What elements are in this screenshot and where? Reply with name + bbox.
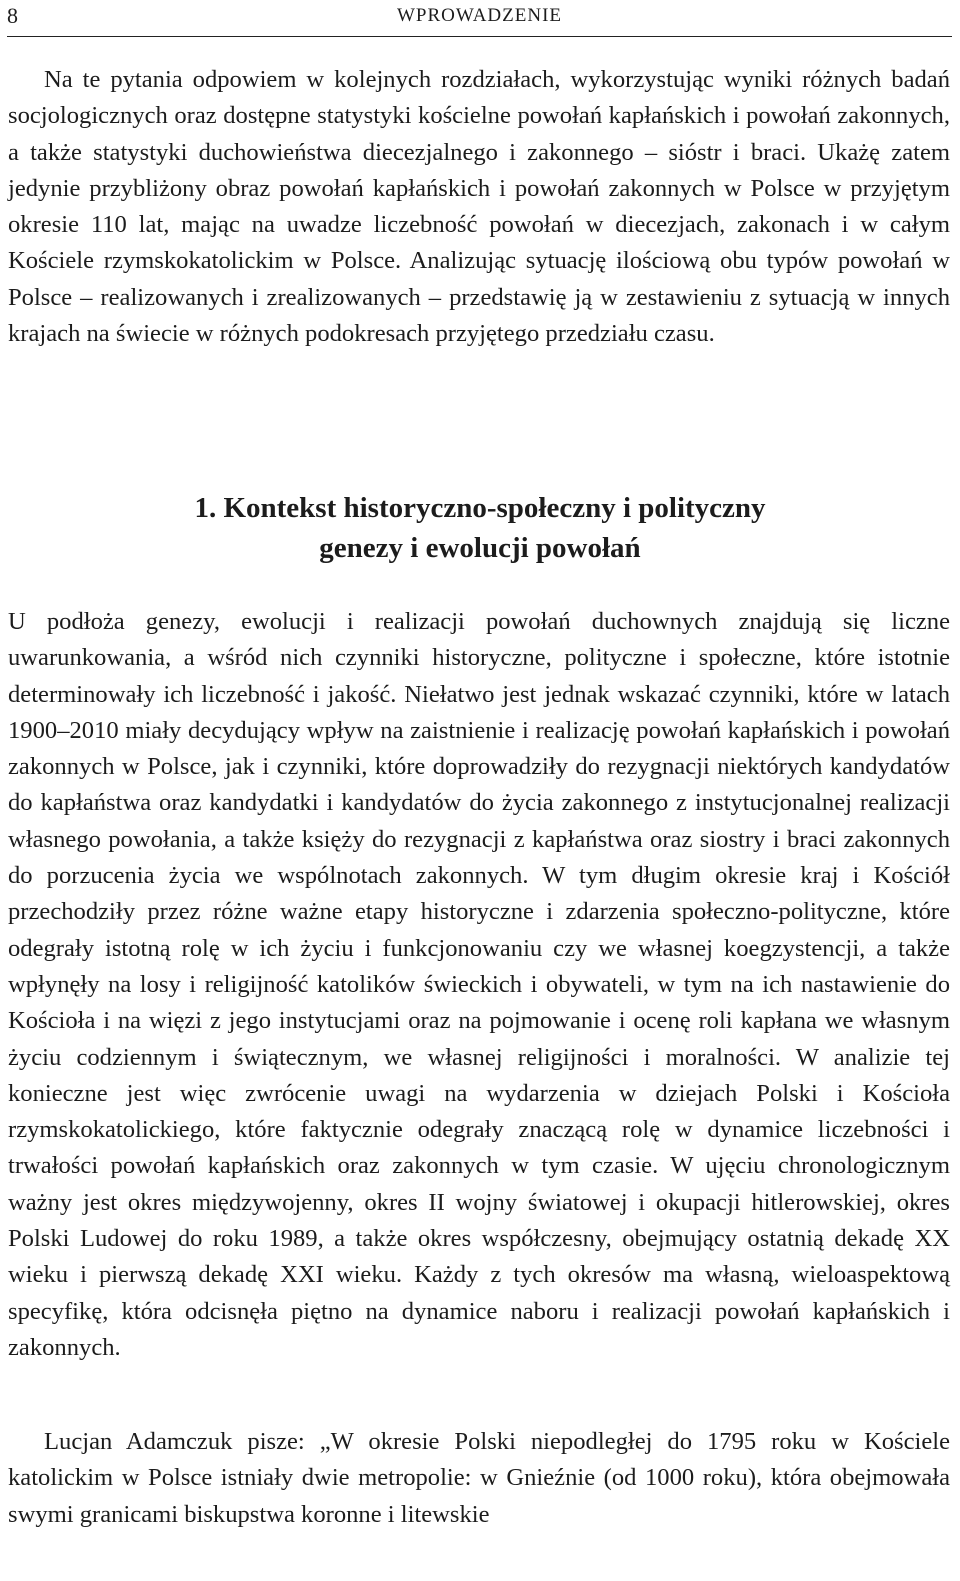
quote-paragraph-block bbox=[8, 1424, 950, 1533]
intro-paragraph-block bbox=[8, 62, 950, 352]
intro-paragraph: Na te pytania odpowiem w kolejnych rozdziałach, wykorzystując wyniki różnych badań socjologicznych oraz dostępne statystyki kościelne powołań kapłańskich i powołań zakonnych, a także statystyki duchowieństwa diecezjalnego i zakonnego – sióstr i braci. Ukażę zatem jedynie przybliżony obraz powołań kapłańskich i powołań zakonnych w Polsce w przyjętym okresie 110 lat, mając na uwadze liczebność powołań w diecezjach, zakonach i w całym Kościele rzymskokatolickim w Polsce. Analizując sytuację ilościową obu typów powołań w Polsce – realizowanych i zrealizowanych – przedstawię ją w zestawieniu z sytuacją w innych krajach na świecie w różnych podokresach przyjętego przedziału czasu. bbox=[8, 66, 950, 348]
section-heading-line-1: 1. Kontekst historyczno-społeczny i polityczny bbox=[194, 492, 766, 524]
main-paragraph-block bbox=[8, 604, 950, 1366]
section-heading bbox=[0, 488, 960, 568]
quote-paragraph: Lucjan Adamczuk pisze: „W okresie Polski niepodległej do 1795 roku w Kościele katolickim w Polsce istniały dwie metropolie: w Gnieźnie (od 1000 roku), która obejmowała swymi granicami biskupstwa koronne i litewskie bbox=[8, 1428, 950, 1528]
running-header bbox=[7, 0, 952, 37]
page-number: 8 bbox=[7, 3, 18, 28]
running-title: WPROWADZENIE bbox=[396, 5, 563, 26]
main-paragraph: U podłoża genezy, ewolucji i realizacji powołań duchownych znajdują się liczne uwarunkowania, a wśród nich czynniki historyczne, polityczne i społeczne, które istotnie determinowały ich liczebność i jakość. Niełatwo jest jednak wskazać czynniki, które w latach 1900–2010 miały decydujący wpływ na zaistnienie i realizację powołań kapłańskich i powołań zakonnych w Polsce, jak i czynniki, które doprowadziły do rezygnacji niektórych kandydatów do kapłaństwa oraz kandydatki i kandydatów do życia zakonnego z instytucjonalnej realizacji własnego powołania, a także księży do rezygnacji z kapłaństwa oraz siostry i braci zakonnych do porzucenia życia we wspólnotach zakonnych. W tym długim okresie kraj i Kościół przechodziły przez różne ważne etapy historyczne i zdarzenia społeczno-polityczne, które odegrały istotną rolę w ich życiu i funkcjonowaniu czy we własnej koegzystencji, a także wpłynęły na losy i religijność katolików świeckich i obywateli, w tym na ich nastawienie do Kościoła i na więzi z jego instytucjami oraz na pojmowanie i ocenę roli kapłana we własnym życiu codziennym i świątecznym, we własnej religijności i moralności. W analizie tej konieczne jest więc zwrócenie uwagi na wydarzenia w dziejach Polski i Kościoła rzymskokatolickiego, które faktycznie odegrały znaczącą rolę w dynamice liczebności i trwałości powołań kapłańskich oraz zakonnych w tym czasie. W ujęciu chronologicznym ważny jest okres międzywojenny, okres II wojny światowej i okupacji hitlerowskiej, okres Polski Ludowej do roku 1989, a także okres współczesny, obejmujący ostatnią dekadę XX wieku i pierwszą dekadę XXI wieku. Każdy z tych okresów ma własną, wieloaspektową specyfikę, która odcisnęła piętno na dynamice naboru i realizacji powołań kapłańskich i zakonnych. bbox=[8, 608, 950, 1361]
section-heading-line-2: genezy i ewolucji powołań bbox=[319, 532, 641, 564]
